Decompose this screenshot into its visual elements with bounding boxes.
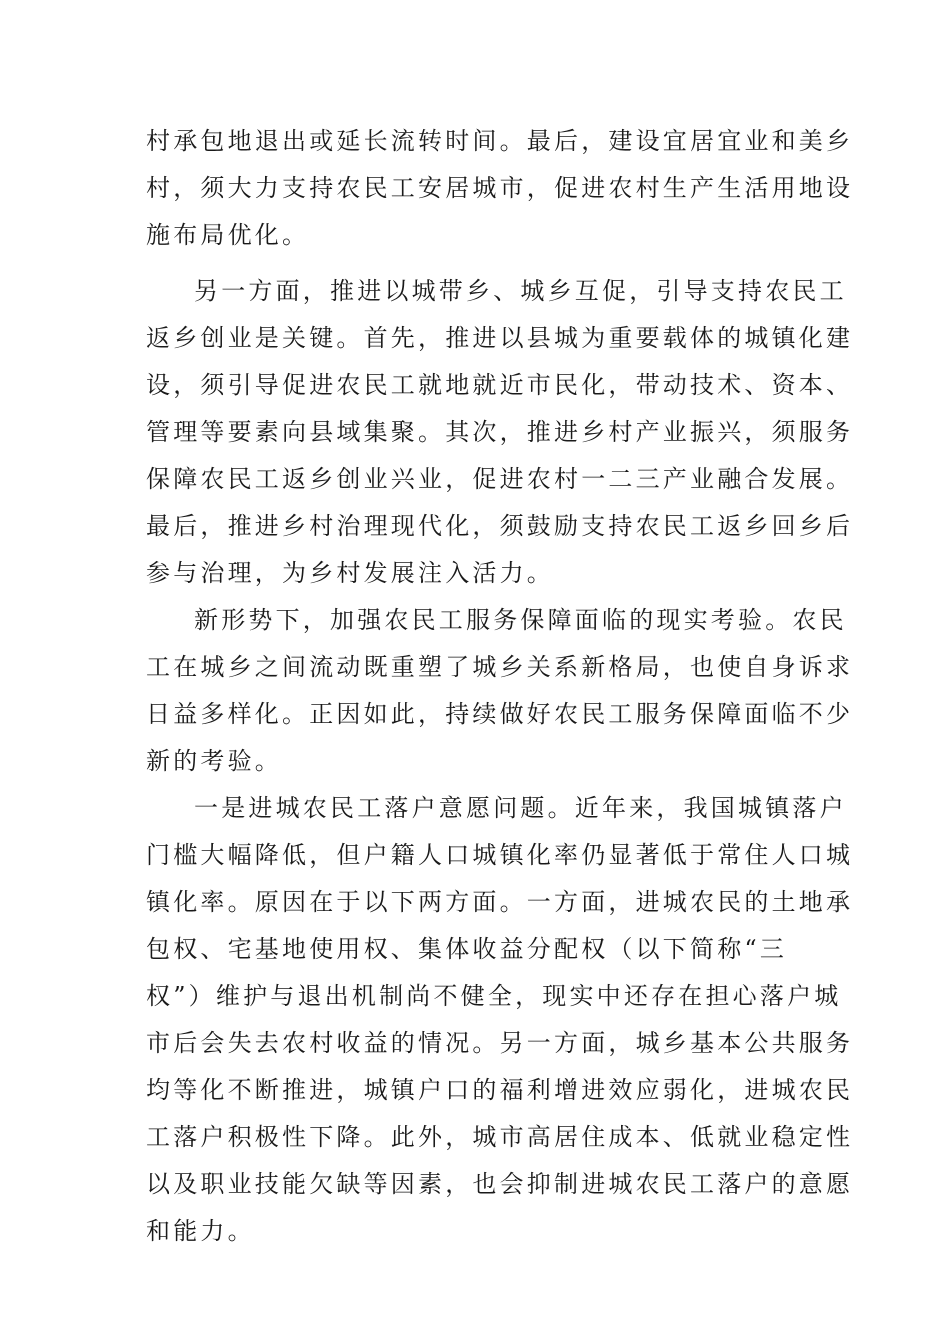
text-line: 村承包地退出或延长流转时间。最后，建设宜居宜业和美乡 (146, 127, 854, 155)
text-line: 工落户积极性下降。此外，城市高居住成本、低就业稳定性 (146, 1123, 854, 1151)
paragraph-4 (146, 785, 854, 1255)
text-line: 新的考验。 (146, 747, 282, 775)
text-line: 以及职业技能欠缺等因素，也会抑制进城农民工落户的意愿 (146, 1170, 854, 1198)
text-line: 村，须大力支持农民工安居城市，促进农村生产生活用地设 (146, 174, 854, 202)
text-line: 一是进城农民工落户意愿问题。近年来，我国城镇落户 (194, 794, 847, 822)
text-line: 新形势下，加强农民工服务保障面临的现实考验。农民 (194, 606, 847, 634)
paragraph-3 (146, 597, 854, 785)
text-line: 权”）维护与退出机制尚不健全，现实中还存在担心落户城 (146, 982, 842, 1010)
text-line: 最后，推进乡村治理现代化，须鼓励支持农民工返乡回乡后 (146, 512, 854, 540)
text-line: 和能力。 (146, 1217, 255, 1245)
text-line: 镇化率。原因在于以下两方面。一方面，进城农民的土地承 (146, 888, 854, 916)
text-line: 市后会失去农村收益的情况。另一方面，城乡基本公共服务 (146, 1029, 854, 1057)
text-line: 保障农民工返乡创业兴业，促进农村一二三产业融合发展。 (146, 465, 854, 493)
text-line: 另一方面，推进以城带乡、城乡互促，引导支持农民工 (194, 277, 847, 305)
text-line: 门槛大幅降低，但户籍人口城镇化率仍显著低于常住人口城 (146, 841, 854, 869)
text-line: 管理等要素向县域集聚。其次，推进乡村产业振兴，须服务 (146, 418, 854, 446)
text-line: 包权、宅基地使用权、集体收益分配权（以下简称“三 (146, 935, 788, 963)
text-line: 返乡创业是关键。首先，推进以县城为重要载体的城镇化建 (146, 324, 854, 352)
paragraph-1 (146, 118, 854, 259)
text-line: 施布局优化。 (146, 221, 310, 249)
text-line: 设，须引导促进农民工就地就近市民化，带动技术、资本、 (146, 371, 854, 399)
text-line: 参与治理，为乡村发展注入活力。 (146, 559, 554, 587)
document-page (146, 118, 854, 1255)
text-line: 均等化不断推进，城镇户口的福利增进效应弱化，进城农民 (146, 1076, 854, 1104)
text-line: 工在城乡之间流动既重塑了城乡关系新格局，也使自身诉求 (146, 653, 854, 681)
text-line: 日益多样化。正因如此，持续做好农民工服务保障面临不少 (146, 700, 854, 728)
paragraph-2 (146, 268, 854, 597)
